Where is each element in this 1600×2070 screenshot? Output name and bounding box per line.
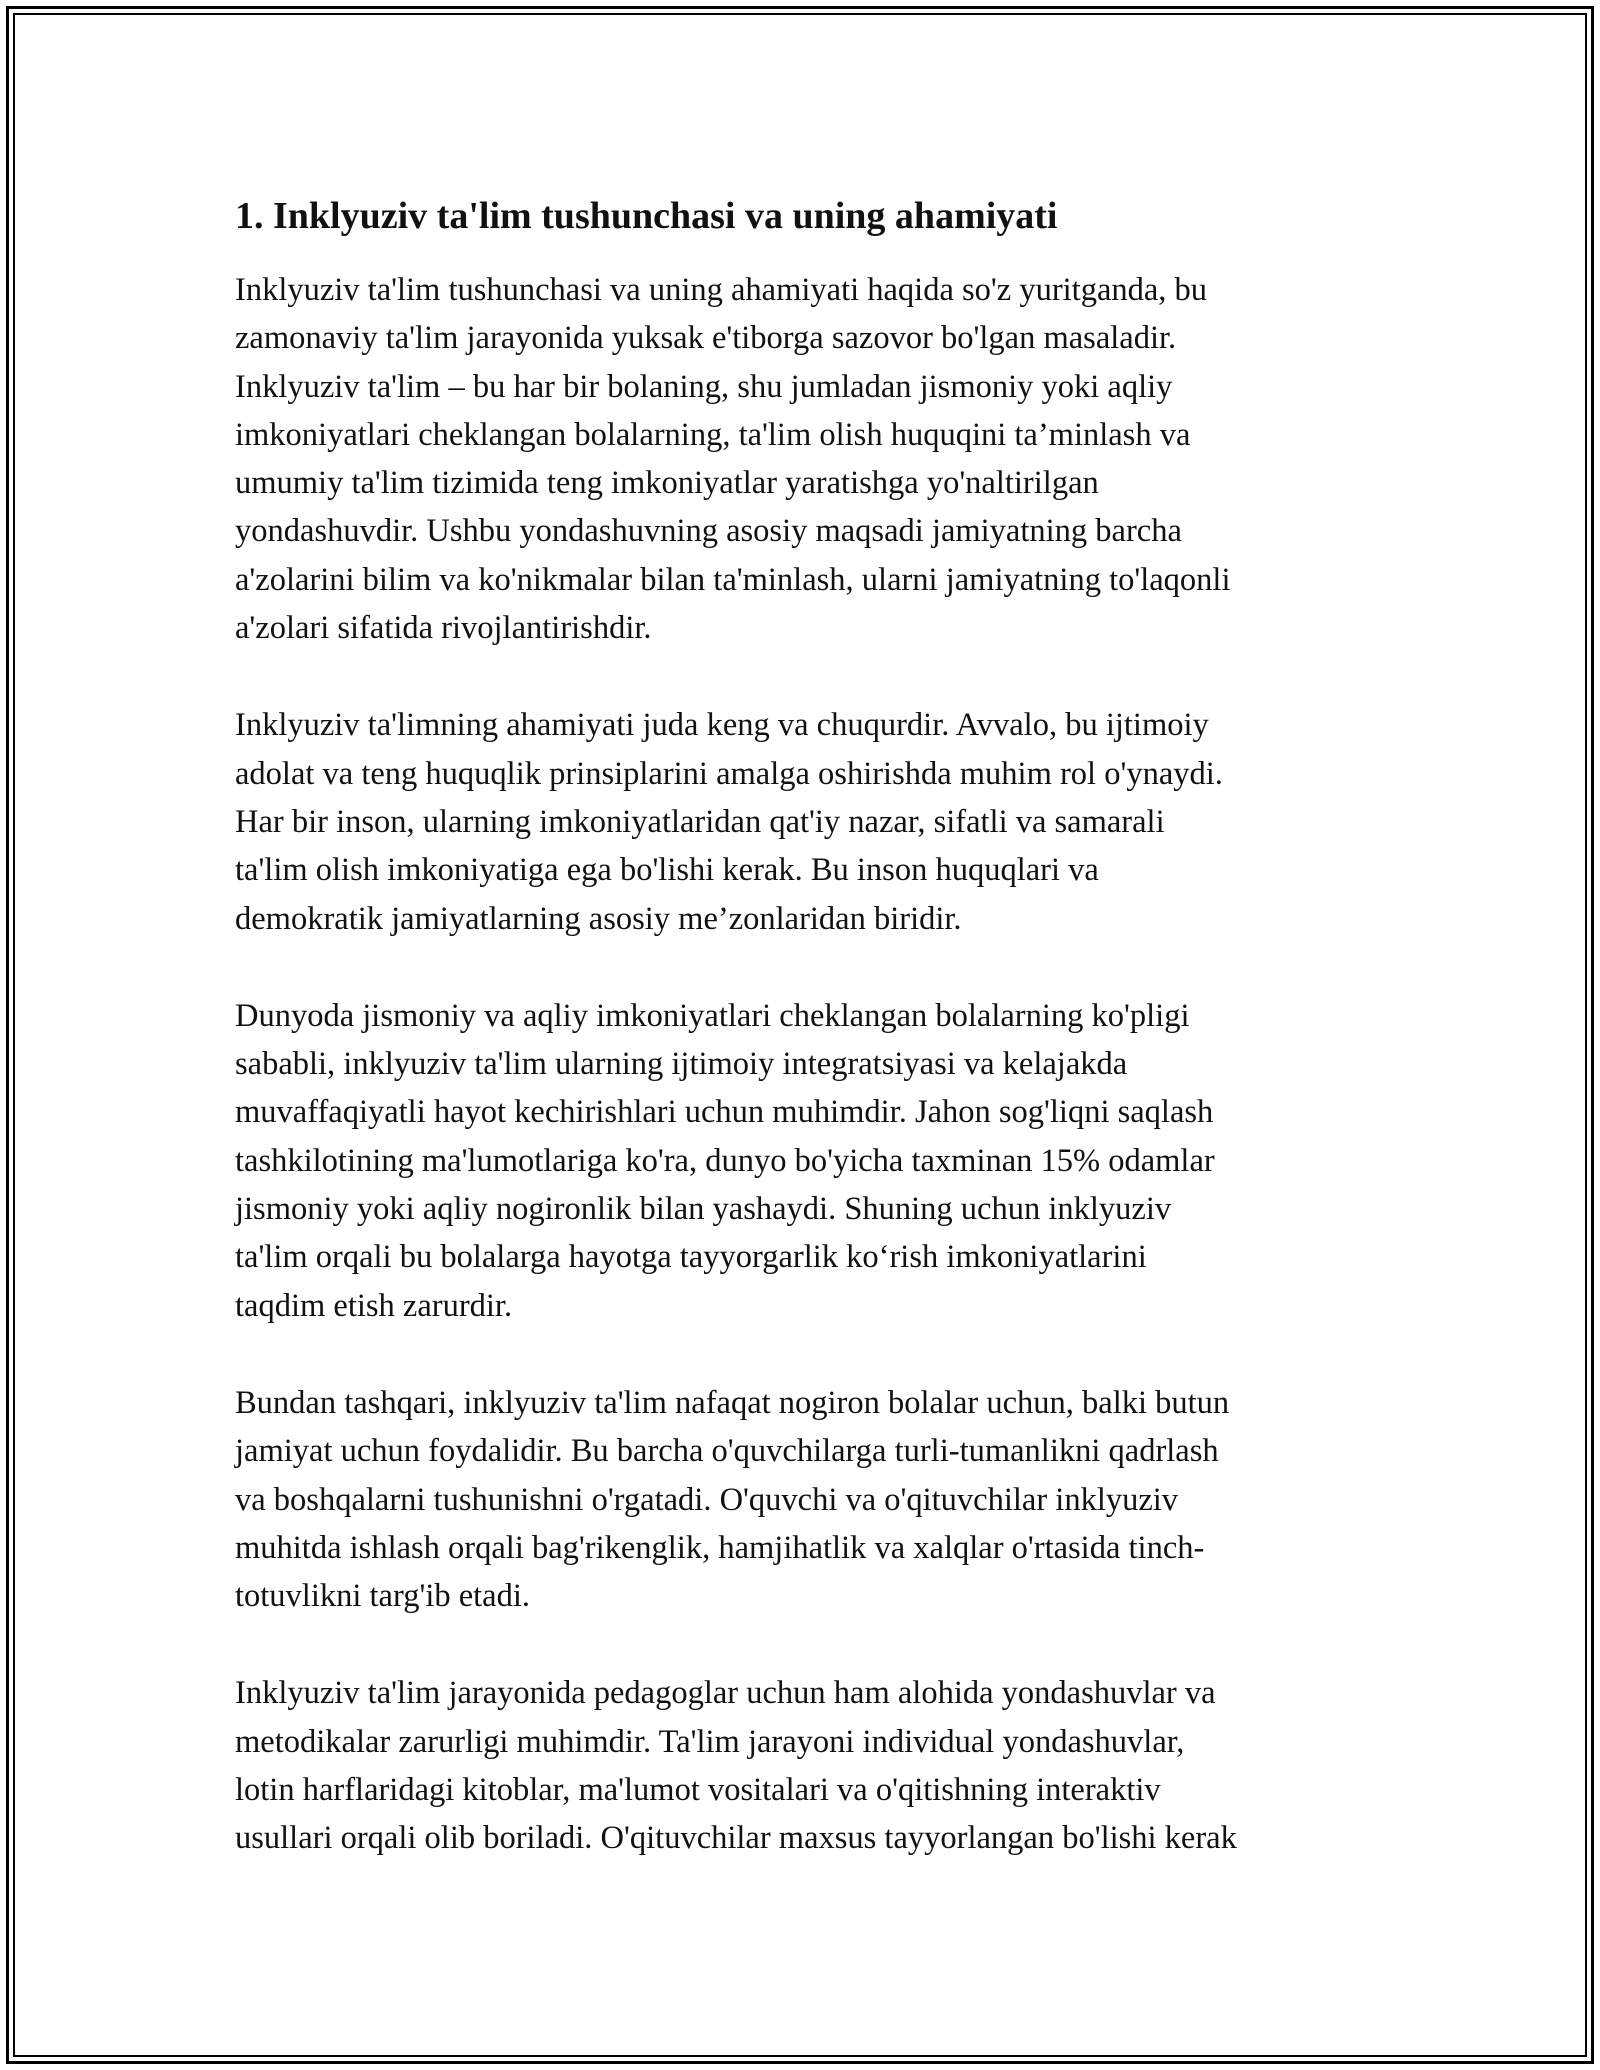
section-heading: 1. Inklyuziv ta'lim tushunchasi va uning ahamiyati <box>235 195 1058 237</box>
paragraph-1: Inklyuziv ta'lim tushunchasi va uning ahamiyati haqida so'z yuritganda, bu zamonaviy ta'lim jarayonida yuksak e'tiborga sazovor bo'lgan masaladir. Inklyuziv ta'lim – bu har bir bolaning, shu jumladan jismoniy yoki aqliy imkoniyatlari cheklangan bolalarning, ta'lim olish huquqini ta’minlash va umumiy ta'lim tizimida teng imkoniyatlar yaratishga yo'naltirilgan yondashuvdir. Ushbu yondashuvning asosiy maqsadi jamiyatning barcha a'zolarini bilim va ko'nikmalar bilan ta'minlash, ularni jamiyatning to'laqonli a'zolari sifatida rivojlantirishdir. <box>235 272 1231 647</box>
paragraph-4: Bundan tashqari, inklyuziv ta'lim nafaqat nogiron bolalar uchun, balki butun jamiyat uchun foydalidir. Bu barcha o'quvchilarga turli-tumanlikni qadrlash va boshqalarni tushunishni o'rgatadi. O'quvchi va o'qituvchilar inklyuziv muhitda ishlash orqali bag'rikenglik, hamjihatlik va xalqlar o'rtasida tinch- totuvlikni targ'ib etadi. <box>235 1384 1230 1615</box>
document-body <box>235 188 1385 1863</box>
paragraph-5: Inklyuziv ta'lim jarayonida pedagoglar uchun ham alohida yondashuvlar va metodikalar zarurligi muhimdir. Ta'lim jarayoni individual yondashuvlar, lotin harflaridagi kitoblar, ma'lumot vositalari va o'qitishning interaktiv usullari orqali olib boriladi. O'qituvchilar maxsus tayyorlangan bo'lishi kerak <box>235 1675 1237 1857</box>
paragraph-2: Inklyuziv ta'limning ahamiyati juda keng va chuqurdir. Avvalo, bu ijtimoiy adolat va teng huquqlik prinsiplarini amalga oshirishda muhim rol o'ynaydi. Har bir inson, ularning imkoniyatlaridan qat'iy nazar, sifatli va samarali ta'lim olish imkoniyatiga ega bo'lishi kerak. Bu inson huquqlari va demokratik jamiyatlarning asosiy me’zonlaridan biridir. <box>235 707 1223 937</box>
paragraph-3: Dunyoda jismoniy va aqliy imkoniyatlari cheklangan bolalarning ko'pligi sababli, inklyuziv ta'lim ularning ijtimoiy integratsiyasi va kelajakda muvaffaqiyatli hayot kechirishlari uchun muhimdir. Jahon sog'liqni saqlash tashkilotining ma'lumotlariga ko'ra, dunyo bo'yicha taxminan 15% odamlar jismoniy yoki aqliy nogironlik bilan yashaydi. Shuning uchun inklyuziv ta'lim orqali bu bolalarga hayotga tayyorgarlik ko‘rish imkoniyatlarini taqdim etish zarurdir. <box>235 997 1215 1324</box>
